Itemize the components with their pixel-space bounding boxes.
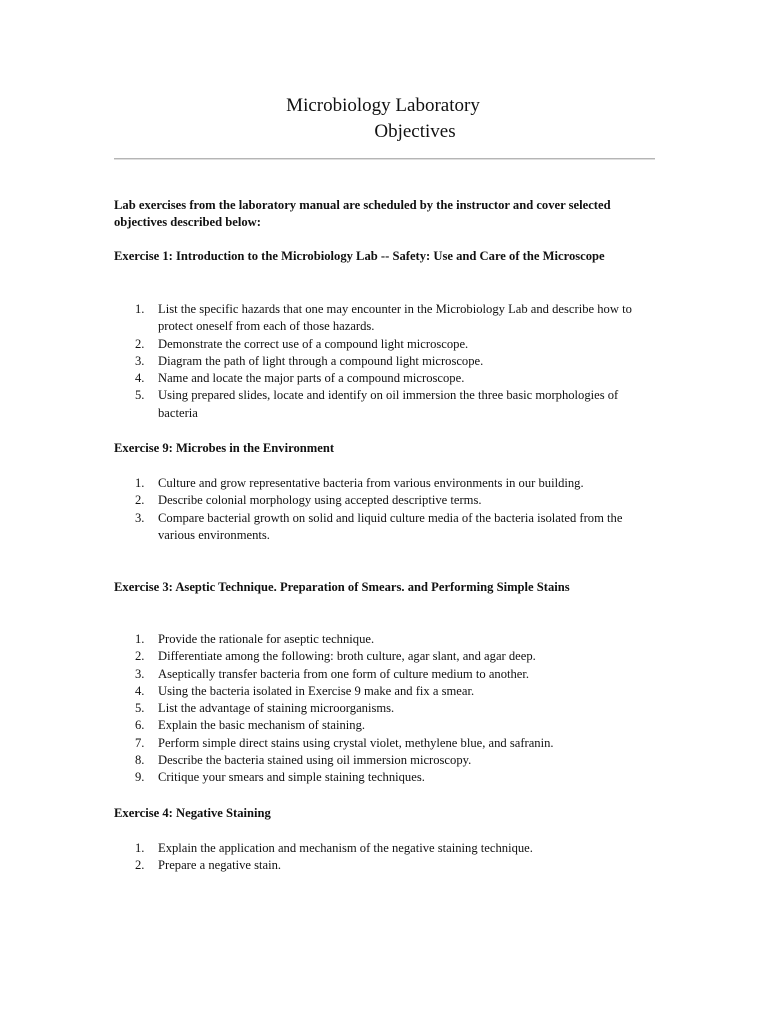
list-number: 6. <box>135 718 145 733</box>
list-item-text: Critique your smears and simple staining techniques. <box>158 770 425 785</box>
list-item-text: Describe colonial morphology using accepted descriptive terms. <box>158 493 482 508</box>
list-number: 1. <box>135 476 145 490</box>
list-item <box>114 336 634 353</box>
exercise-4-objectives <box>114 840 634 875</box>
list-number: 3. <box>135 510 145 525</box>
list-item <box>114 387 634 422</box>
list-item <box>114 666 634 683</box>
list-item <box>114 510 634 545</box>
exercise-9-objectives <box>114 475 634 544</box>
list-item <box>114 769 634 786</box>
list-item <box>114 840 634 857</box>
exercise-3-objectives <box>114 631 634 787</box>
list-item-text: Using the bacteria isolated in Exercise 9 make and fix a smear. <box>158 683 475 698</box>
list-number: 1. <box>135 302 145 316</box>
horizontal-rule <box>114 158 655 160</box>
exercise-1-heading: Exercise 1: Introduction to the Microbiology Lab -- Safety: Use and Care of the Microscope <box>114 249 605 263</box>
list-item <box>114 683 634 700</box>
document-title-line2: Objectives <box>374 121 456 142</box>
list-number: 3. <box>135 353 145 368</box>
list-item-text: Perform simple direct stains using crystal violet, methylene blue, and safranin. <box>158 735 554 750</box>
list-item-text: Diagram the path of light through a compound light microscope. <box>158 353 484 368</box>
list-item <box>114 475 634 492</box>
list-item-text: Explain the application and mechanism of the negative staining technique. <box>158 841 533 855</box>
list-item-text: Differentiate among the following: broth culture, agar slant, and agar deep. <box>158 649 536 664</box>
list-number: 2. <box>135 493 145 508</box>
list-item-text: Using prepared slides, locate and identify on oil immersion the three basic morphologies of bacteria <box>158 388 619 420</box>
list-number: 8. <box>135 753 145 768</box>
document-title-line1: Microbiology Laboratory <box>286 95 480 116</box>
list-item-text: Demonstrate the correct use of a compound light microscope. <box>158 336 469 351</box>
list-item-text: Explain the basic mechanism of staining. <box>158 718 366 733</box>
list-item <box>114 735 634 752</box>
list-number: 2. <box>135 336 145 351</box>
list-number: 9. <box>135 770 145 785</box>
list-item-text: Name and locate the major parts of a compound microscope. <box>158 371 465 386</box>
exercise-1-objectives <box>114 301 634 422</box>
list-number: 4. <box>135 371 145 386</box>
list-item <box>114 492 634 509</box>
intro-paragraph: Lab exercises from the laboratory manual are scheduled by the instructor and cover selected objectives described below: <box>114 198 611 230</box>
list-item-text: Prepare a negative stain. <box>158 858 282 873</box>
list-item-text: Compare bacterial growth on solid and liquid culture media of the bacteria isolated from the various environments. <box>158 510 623 542</box>
list-number: 1. <box>135 632 145 646</box>
list-item <box>114 752 634 769</box>
list-item <box>114 857 634 874</box>
list-number: 4. <box>135 683 145 698</box>
list-number: 5. <box>135 388 145 403</box>
list-item <box>114 631 634 648</box>
list-item-text: List the advantage of staining microorganisms. <box>158 701 395 716</box>
list-item <box>114 370 634 387</box>
list-item <box>114 301 634 336</box>
list-number: 5. <box>135 701 145 716</box>
list-number: 7. <box>135 735 145 750</box>
list-number: 3. <box>135 666 145 681</box>
list-item <box>114 700 634 717</box>
exercise-9-heading: Exercise 9: Microbes in the Environment <box>114 441 335 455</box>
list-item <box>114 648 634 665</box>
list-number: 1. <box>135 841 145 855</box>
list-number: 2. <box>135 858 145 873</box>
list-item-text: Provide the rationale for aseptic technique. <box>158 632 375 646</box>
list-item <box>114 353 634 370</box>
exercise-4-heading: Exercise 4: Negative Staining <box>114 806 271 820</box>
list-item-text: Aseptically transfer bacteria from one form of culture medium to another. <box>158 666 530 681</box>
list-item-text: Culture and grow representative bacteria from various environments in our building. <box>158 476 584 490</box>
list-item-text: Describe the bacteria stained using oil immersion microscopy. <box>158 753 472 768</box>
list-item-text: List the specific hazards that one may encounter in the Microbiology Lab and describe how to protect oneself from each of those hazards. <box>158 302 632 334</box>
list-item <box>114 717 634 734</box>
list-number: 2. <box>135 649 145 664</box>
exercise-3-heading: Exercise 3: Aseptic Technique. Preparation of Smears. and Performing Simple Stains <box>114 580 570 594</box>
